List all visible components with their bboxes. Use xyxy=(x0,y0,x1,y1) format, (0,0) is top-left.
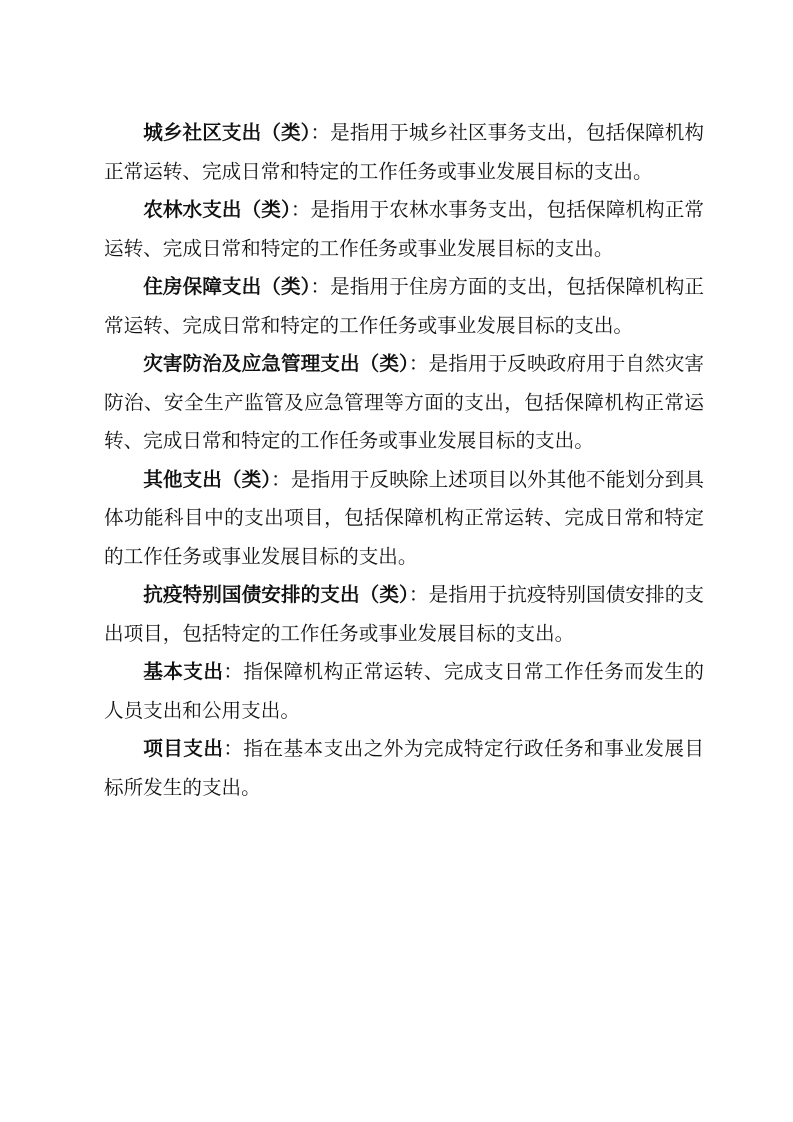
paragraph-basic-expenditure xyxy=(104,653,704,730)
paragraph-housing-security xyxy=(104,268,704,345)
paragraph-urban-rural-community xyxy=(104,114,704,191)
term-definition: ：指在基本支出之外为完成特定行政任务和事业发展目标所发生的支出。 xyxy=(104,737,705,799)
term-definition: ：指保障机构正常运转、完成支日常工作任务而发生的人员支出和公用支出。 xyxy=(104,660,705,722)
term-heading: 基本支出 xyxy=(143,660,224,683)
paragraph-project-expenditure xyxy=(104,730,704,807)
term-definition: ：是指用于反映政府用于自然灾害防治、安全生产监管及应急管理等方面的支出，包括保障机构正常运转、完成日常和特定的工作任务或事业发展目标的支出。 xyxy=(104,352,705,452)
term-heading: 抗疫特别国债安排的支出（类） xyxy=(143,583,409,606)
term-heading: 城乡社区支出（类） xyxy=(143,121,311,144)
term-definition: ：是指用于农林水事务支出，包括保障机构正常运转、完成日常和特定的工作任务或事业发展目标的支出。 xyxy=(104,198,705,260)
term-heading: 住房保障支出（类） xyxy=(143,275,311,298)
paragraph-disaster-prevention xyxy=(104,345,704,461)
term-definition: ：是指用于反映除上述项目以外其他不能划分到具体功能科目中的支出项目，包括保障机构正常运转、完成日常和特定的工作任务或事业发展目标的支出。 xyxy=(104,467,705,568)
term-heading: 灾害防治及应急管理支出（类） xyxy=(143,352,409,375)
term-definition: ：是指用于住房方面的支出，包括保障机构正常运转、完成日常和特定的工作任务或事业发展目标的支出。 xyxy=(104,275,704,337)
term-heading: 项目支出 xyxy=(143,737,224,760)
paragraph-other-expenditure xyxy=(104,461,704,577)
paragraph-anti-epidemic-bonds xyxy=(104,576,704,653)
document-body xyxy=(104,114,704,807)
paragraph-agriculture-forestry-water xyxy=(104,191,704,268)
term-definition: ：是指用于抗疫特别国债安排的支出项目，包括特定的工作任务或事业发展目标的支出。 xyxy=(104,583,705,645)
term-heading: 农林水支出（类） xyxy=(143,198,291,221)
term-heading: 其他支出（类） xyxy=(143,467,272,491)
term-definition: ：是指用于城乡社区事务支出，包括保障机构正常运转、完成日常和特定的工作任务或事业发展目标的支出。 xyxy=(104,121,704,183)
